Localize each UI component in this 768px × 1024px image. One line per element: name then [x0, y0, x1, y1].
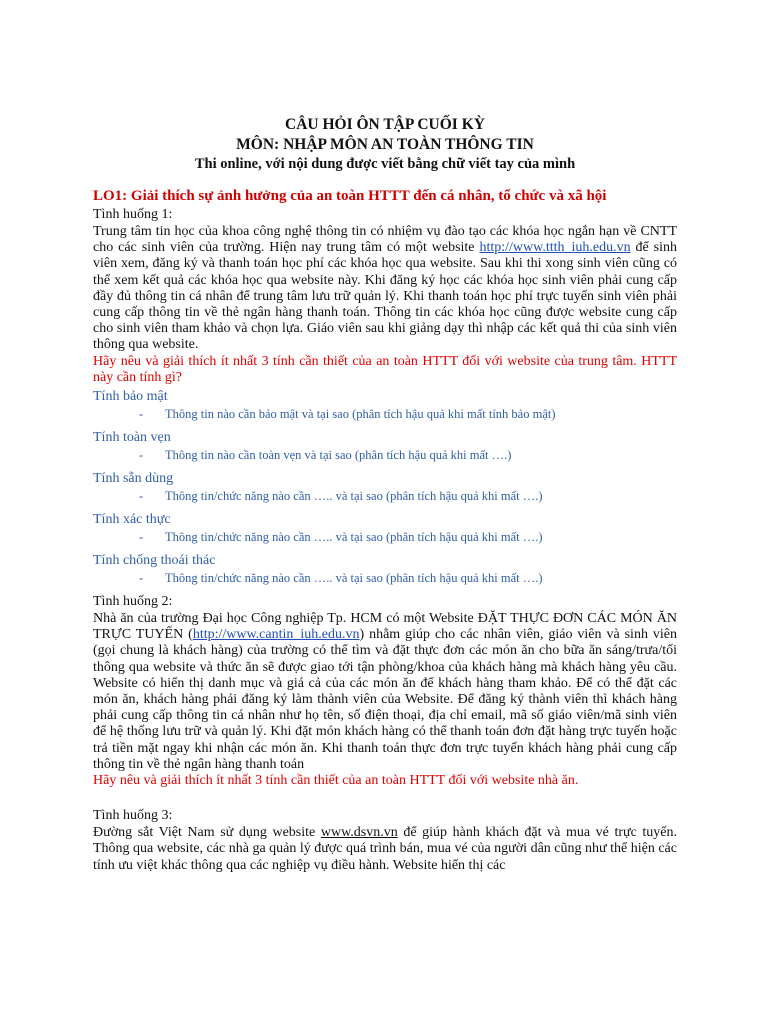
criterion-authenticity-detail: [93, 529, 677, 546]
criterion-confidentiality: Tính bảo mật: [93, 389, 168, 405]
case2-website-link[interactable]: http://www.cantin_iuh.edu.vn: [192, 627, 360, 643]
criterion-integrity-detail: [93, 447, 677, 464]
case3-text-before: Đường sắt Việt Nam sử dụng website: [93, 825, 321, 841]
detail-text: Thông tin nào cần toàn vẹn và tại sao (phân tích hậu quả khi mất ….): [165, 448, 512, 463]
case2-paragraph: [93, 611, 677, 773]
lo1-heading: LO1: Giải thích sự ảnh hưởng của an toàn HTTT đến cá nhân, tổ chức và xã hội: [93, 188, 607, 204]
case2-label: Tình huống 2:: [93, 594, 173, 610]
doc-title-line1: CÂU HỎI ÔN TẬP CUỐI KỲ: [285, 116, 485, 133]
criterion-integrity: Tính toàn vẹn: [93, 430, 171, 446]
case1-website-link[interactable]: http://www.ttth_iuh.edu.vn: [479, 240, 631, 256]
bullet-dash: -: [139, 448, 144, 463]
case2-text-before: Nhà ăn của trường Đại học Công nghiệp Tp. HCM có một Website ĐẶT THỰC ĐƠN CÁC MÓN ĂN TRỰC TUYẾN (: [93, 611, 677, 643]
doc-title-line2: MÔN: NHẬP MÔN AN TOÀN THÔNG TIN: [236, 136, 534, 153]
case1-text-after: để sinh viên xem, đăng ký và thanh toán học phí các khóa học qua website. Sau khi thi xong sinh viên cũng có thể xem kết quả các khóa học qua website này. Khi đăng ký học các khóa học sinh viên phải cung cấp đầy đủ thông tin cá nhân để trung tâm lưu trữ quản lý. Khi thanh toán học phí trực tuyến sinh viên phải cung cấp thông tin về thẻ ngân hàng thanh toán. Thông tin các khóa học cũng được website cung cấp cho sinh viên tham khảo và chọn lựa. Giáo viên sau khi giảng dạy thì nhập các kết quả thi của sinh viên thông qua website.: [93, 240, 677, 353]
spacer: [93, 789, 677, 807]
detail-text: Thông tin/chức năng nào cần ….. và tại sao (phân tích hậu quả khi mất ….): [165, 489, 543, 504]
doc-subtitle: Thi online, với nội dung được viết bằng chữ viết tay của mình: [194, 156, 576, 172]
detail-text: Thông tin/chức năng nào cần ….. và tại sao (phân tích hậu quả khi mất ….): [165, 530, 543, 545]
detail-text: Thông tin nào cần bảo mật và tại sao (phân tích hậu quả khi mất tính bảo mật): [165, 407, 556, 422]
detail-text: Thông tin/chức năng nào cần ….. và tại sao (phân tích hậu quả khi mất ….): [165, 571, 543, 586]
case1-text-before: Trung tâm tin học của khoa công nghệ thông tin có nhiệm vụ đào tạo các khóa học ngắn hạn về CNTT cho các sinh viên của trường. Hiện nay trung tâm có một website: [93, 224, 677, 256]
case3-website-link[interactable]: www.dsvn.vn: [320, 825, 398, 841]
criterion-availability: Tính sẵn dùng: [93, 471, 174, 487]
criterion-availability-detail: [93, 488, 677, 505]
case3-text-after: để giúp hành khách đặt và mua vé trực tuyến. Thông qua website, các nhà ga quản lý được quá trình bán, mua vé của người dân cũng như thể hiện các tính ưu việt khác thông qua các nghiệp vụ điều hành. Website hiển thị các: [93, 825, 677, 873]
criterion-non-repudiation-detail: [93, 570, 677, 587]
criterion-confidentiality-detail: [93, 406, 677, 423]
case1-paragraph: [93, 224, 677, 354]
bullet-dash: -: [139, 571, 144, 586]
case3-label: Tình huống 3:: [93, 808, 173, 824]
case1-question: Hãy nêu và giải thích ít nhất 3 tính cần thiết của an toàn HTTT đối với website của trung tâm. HTTT này cần tính gì?: [93, 353, 677, 385]
bullet-dash: -: [139, 489, 144, 504]
bullet-dash: -: [139, 407, 144, 422]
case2-question: Hãy nêu và giải thích ít nhất 3 tính cần thiết của an toàn HTTT đối với website nhà ăn.: [93, 773, 579, 789]
criterion-non-repudiation: Tính chống thoái thác: [93, 553, 216, 569]
case1-label: Tình huống 1:: [93, 207, 173, 222]
document-content: [93, 115, 677, 874]
case3-paragraph: [93, 825, 677, 874]
bullet-dash: -: [139, 530, 144, 545]
criterion-authenticity: Tính xác thực: [93, 512, 171, 528]
case2-text-after: ) nhằm giúp cho các nhân viên, giáo viên và sinh viên (gọi chung là khách hàng) của trường có thể tìm và đặt thực đơn các món ăn cho bữa ăn sáng/trưa/tối thông qua website và thức ăn sẽ được giao tới tận phòng/khoa của khách hàng mà khách hàng yêu cầu. Website có hiển thị danh mục và giá cả của các món ăn để khách hàng tham khảo. Để có thể đặt các món ăn, khách hàng phải đăng ký làm thành viên của Website. Để đăng ký thành viên thì khách hàng phải cung cấp thông tin cá nhân như họ tên, số điện thoại, địa chỉ email, mã số giáo viên/mã sinh viên để hệ thống lưu trữ và quản lý. Khi đặt món khách hàng có thể thanh toán đơn đặt hàng trực tuyến hoặc trả tiền mặt ngay khi nhận các món ăn. Khi thanh toán thực đơn trực tuyến khách hàng phải cung cấp thông tin về thẻ ngân hàng thanh toán: [93, 627, 677, 772]
